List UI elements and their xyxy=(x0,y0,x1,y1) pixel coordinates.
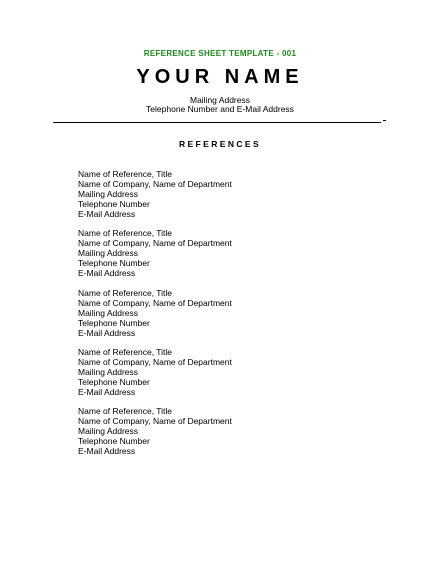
reference-entry xyxy=(78,347,232,397)
reference-telephone: Telephone Number xyxy=(78,258,150,269)
name-heading: YOUR NAME xyxy=(136,66,304,88)
reference-company-department: Name of Company, Name of Department xyxy=(78,416,232,427)
reference-mailing-address: Mailing Address xyxy=(78,189,139,199)
reference-entry xyxy=(78,228,232,278)
reference-email: E-Mail Address xyxy=(78,209,136,219)
reference-email: E-Mail Address xyxy=(78,386,136,397)
reference-company-department: Name of Company, Name of Department xyxy=(78,179,232,189)
reference-email: E-Mail Address xyxy=(78,327,136,338)
reference-telephone: Telephone Number xyxy=(78,199,150,209)
reference-name-title: Name of Reference, Title xyxy=(78,228,173,239)
reference-name-title: Name of Reference, Title xyxy=(78,287,173,298)
reference-name-title: Name of Reference, Title xyxy=(78,346,173,357)
reference-company-department: Name of Company, Name of Department xyxy=(78,297,232,308)
reference-email: E-Mail Address xyxy=(78,446,136,457)
reference-company-department: Name of Company, Name of Department xyxy=(78,356,232,367)
template-label: REFERENCE SHEET TEMPLATE - 001 xyxy=(143,49,297,58)
reference-mailing-address: Mailing Address xyxy=(78,366,139,377)
reference-list xyxy=(78,169,232,465)
reference-company-department: Name of Company, Name of Department xyxy=(78,238,232,249)
reference-telephone: Telephone Number xyxy=(78,376,150,387)
mailing-address: Mailing Address xyxy=(189,95,250,105)
reference-mailing-address: Mailing Address xyxy=(78,307,139,318)
header-divider-end xyxy=(383,120,386,121)
reference-mailing-address: Mailing Address xyxy=(78,248,139,259)
references-heading: REFERENCES xyxy=(178,139,262,149)
reference-entry xyxy=(78,406,232,456)
reference-entry xyxy=(78,169,232,219)
reference-telephone: Telephone Number xyxy=(78,436,150,447)
reference-name-title: Name of Reference, Title xyxy=(78,169,173,179)
reference-email: E-Mail Address xyxy=(78,268,136,279)
reference-telephone: Telephone Number xyxy=(78,317,150,328)
reference-entry xyxy=(78,288,232,338)
phone-email-line: Telephone Number and E-Mail Address xyxy=(146,104,294,114)
reference-name-title: Name of Reference, Title xyxy=(78,406,173,417)
reference-mailing-address: Mailing Address xyxy=(78,426,139,437)
header-divider xyxy=(53,122,381,123)
